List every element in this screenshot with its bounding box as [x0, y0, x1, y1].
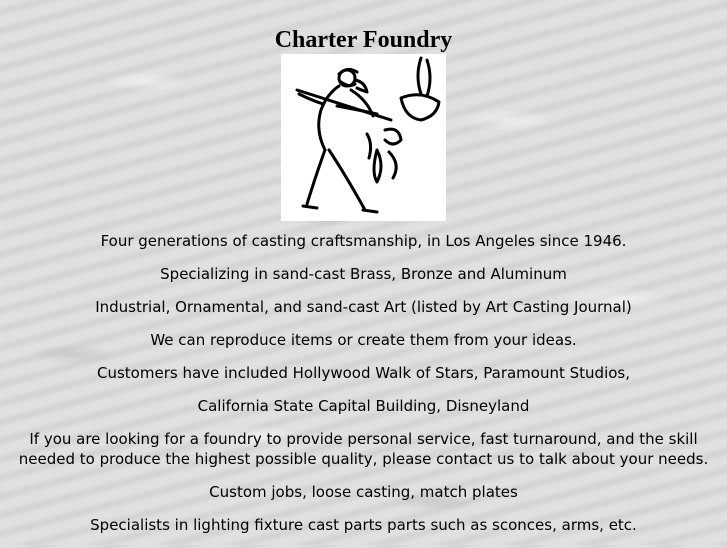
reproduce-paragraph: We can reproduce items or create them from your ideas. — [150, 331, 577, 349]
customers-continued-paragraph: California State Capital Building, Disneyland — [197, 397, 530, 415]
intro-paragraph: Four generations of casting craftsmanship, in Los Angeles since 1946. — [100, 232, 627, 250]
custom-jobs-paragraph: Custom jobs, loose casting, match plates — [209, 483, 518, 501]
lighting-paragraph: Specialists in lighting fixture cast parts parts such as sconces, arms, etc. — [90, 516, 637, 534]
categories-paragraph: Industrial, Ornamental, and sand-cast Art (listed by Art Casting Journal) — [95, 298, 632, 316]
main-content — [0, 231, 727, 548]
page-title: Charter Foundry — [274, 27, 453, 54]
specialty-paragraph: Specializing in sand-cast Brass, Bronze and Aluminum — [160, 265, 567, 283]
contact-paragraph: If you are looking for a foundry to provide personal service, fast turnaround, and the skill needed to produce the highest possible quality, please contact us to talk about your needs. — [18, 430, 709, 468]
foundry-logo — [281, 54, 446, 221]
foundry-worker-pouring-icon — [281, 54, 446, 221]
customers-paragraph: Customers have included Hollywood Walk of Stars, Paramount Studios, — [97, 364, 630, 382]
